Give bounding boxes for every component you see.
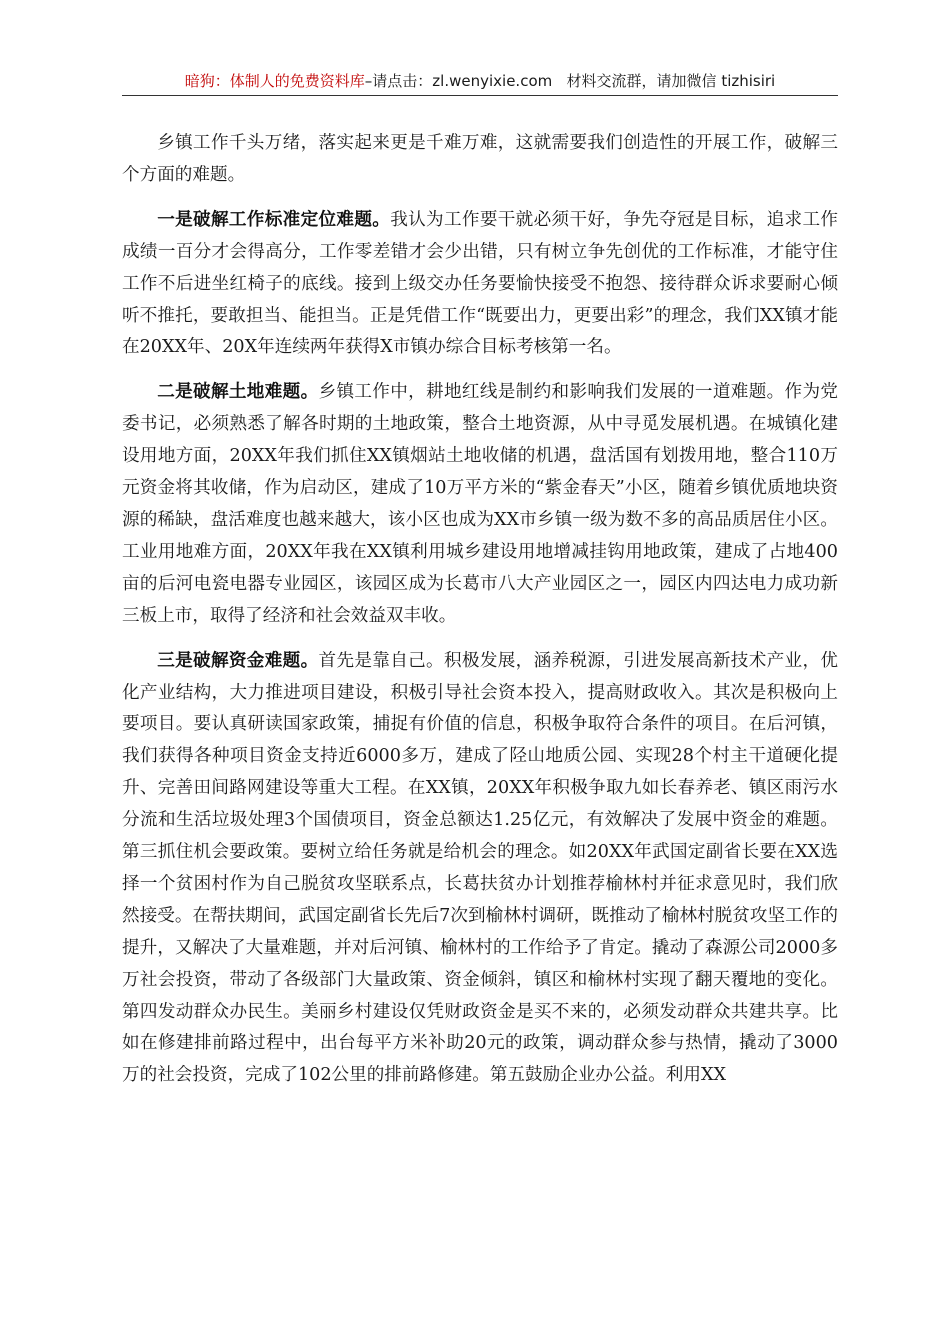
header-divider [122, 95, 838, 96]
website-link[interactable]: zl.wenyixie.com [432, 72, 553, 90]
section-2-paragraph [122, 376, 838, 632]
group-text: 材料交流群，请加微信 tizhisiri [566, 72, 776, 90]
page-header [122, 68, 838, 94]
section-3-text: 首先是靠自己。积极发展，涵养税源，引进发展高新技术产业，优化产业结构，大力推进项目建设，积极引导社会资本投入，提高财政收入。其次是积极向上要项目。要认真研读国家政策，捕捉有价值的信息，积极争取符合条件的项目。在后河镇，我们获得各种项目资金支持近6000多万，建成了陉山地质公园、实现28个村主干道硬化提升、完善田间路网建设等重大工程。在XX镇，20XX年积极争取九如长春养老、镇区雨污水分流和生活垃圾处理3个国债项目，资金总额达1.25亿元，有效解决了发展中资金的难题。第三抓住机会要政策。要树立给任务就是给机会的理念。如20XX年武国定副省长要在XX选择一个贫困村作为自己脱贫攻坚联系点，长葛扶贫办计划推荐榆林村并征求意见时，我们欣然接受。在帮扶期间，武国定副省长先后7次到榆林村调研，既推动了榆林村脱贫攻坚工作的提升，又解决了大量难题，并对后河镇、榆林村的工作给予了肯定。撬动了森源公司2000多万社会投资，带动了各级部门大量政策、资金倾斜，镇区和榆林村实现了翻天覆地的变化。第四发动群众办民生。美丽乡村建设仅凭财政资金是买不来的，必须发动群众共建共享。比如在修建排前路过程中，出台每平方米补助20元的政策，调动群众参与热情，撬动了3000万的社会投资，完成了102公里的排前路修建。第五鼓励企业办公益。利用XX [122, 650, 838, 1086]
section-2-heading: 二是破解土地难题。 [157, 381, 319, 403]
section-1-paragraph [122, 204, 838, 365]
document-body [122, 128, 838, 1104]
section-3-heading: 三是破解资金难题。 [157, 649, 319, 671]
intro-paragraph: 乡镇工作千头万绪，落实起来更是千难万难，这就需要我们创造性的开展工作，破解三个方面的难题。 [122, 133, 838, 185]
section-2-text: 乡镇工作中，耕地红线是制约和影响我们发展的一道难题。作为党委书记，必须熟悉了解各时期的土地政策，整合土地资源，从中寻觅发展机遇。在城镇化建设用地方面，20XX年我们抓住XX镇烟站土地收储的机遇，盘活国有划拨用地，整合110万元资金将其收储，作为启动区，建成了10万平方米的“紫金春天”小区，随着乡镇优质地块资源的稀缺，盘活难度也越来越大，该小区也成为XX市乡镇一级为数不多的高品质居住小区。工业用地难方面，20XX年我在XX镇利用城乡建设用地增减挂钩用地政策，建成了占地400亩的后河电瓷电器专业园区，该园区成为长葛市八大产业园区之一，园区内四达电力成功新三板上市，取得了经济和社会效益双丰收。 [122, 382, 838, 626]
brand-text: 暗狗：体制人的免费资料库 [184, 72, 365, 90]
section-1-heading: 一是破解工作标准定位难题。 [157, 208, 391, 230]
click-prefix: –请点击： [364, 72, 433, 90]
section-1-text: 我认为工作要干就必须干好，争先夺冠是目标，追求工作成绩一百分才会得高分，工作零差错才会少出错，只有树立争先创优的工作标准，才能守住工作不后进坐红椅子的底线。接到上级交办任务要愉快接受不抱怨、接待群众诉求要耐心倾听不推托，要敢担当、能担当。正是凭借工作“既要出力，更要出彩”的理念，我们XX镇才能在20XX年、20X年连续两年获得X市镇办综合目标考核第一名。 [122, 209, 838, 358]
section-3-paragraph [122, 645, 838, 1093]
